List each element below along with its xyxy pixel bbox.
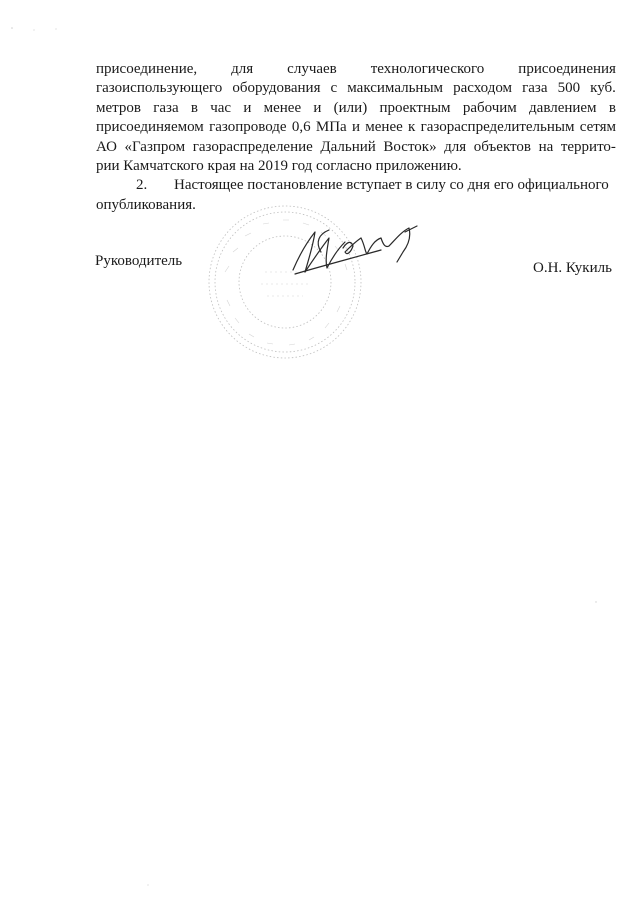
word: и: [351, 119, 360, 136]
word: Восток»: [383, 138, 437, 155]
paragraph1-line-5: [96, 138, 616, 157]
word: газоиспользующего: [96, 80, 223, 97]
word: 500: [557, 80, 581, 97]
paragraph1-line-4: [96, 118, 616, 137]
paragraph-number: 2.: [136, 177, 148, 194]
word: газопроводе: [209, 119, 287, 136]
paragraph2-line-2: опубликования.: [96, 196, 196, 213]
word: проектным: [379, 99, 451, 116]
word: в: [608, 99, 616, 116]
word: метров: [96, 99, 141, 116]
word: технологического: [370, 61, 485, 77]
word: менее: [263, 99, 302, 116]
word: присоединяемом: [96, 119, 204, 136]
word: час: [210, 99, 232, 116]
word: с: [330, 80, 338, 97]
paragraph1-line-6: рии Камчатского края на 2019 год согласно приложению.: [96, 158, 462, 175]
word: террито-: [560, 138, 616, 155]
word: присоединение,: [96, 61, 198, 77]
word: сетям: [579, 119, 616, 136]
paragraph1-line-1: [96, 60, 616, 79]
word: для: [444, 138, 467, 155]
document-body: [96, 60, 616, 215]
word: газа: [522, 80, 548, 97]
paragraph1-line-2: [96, 79, 616, 98]
word: Дальний: [320, 138, 376, 155]
word: расходом: [453, 80, 513, 97]
word: случаев: [287, 61, 337, 77]
word: и: [313, 99, 322, 116]
word: в: [190, 99, 198, 116]
word: 0,6: [291, 119, 311, 136]
word: газораспределительным: [420, 119, 575, 136]
word: присоединения: [518, 61, 616, 77]
signer-position: Руководитель: [95, 253, 183, 269]
word: объектов: [473, 138, 531, 155]
word: АО: [96, 138, 117, 155]
word: МПа: [315, 119, 347, 136]
signer-name: О.Н. Кукиль: [533, 260, 612, 276]
paragraph2-text: Настоящее постановление вступает в силу со дня его официального: [174, 177, 609, 194]
word: рабочим: [462, 99, 517, 116]
word: на: [538, 138, 554, 155]
word: газораспределение: [192, 138, 313, 155]
word: куб.: [590, 80, 616, 97]
word: и: [243, 99, 252, 116]
word: давлением: [529, 99, 597, 116]
word: менее: [365, 119, 403, 136]
word: «Газпром: [124, 138, 186, 155]
handwritten-signature: [285, 212, 425, 282]
word: (или): [333, 99, 368, 116]
word: оборудования: [232, 80, 321, 97]
word: максимальным: [347, 80, 444, 97]
word: газа: [153, 99, 179, 116]
paragraph1-line-3: [96, 99, 616, 118]
paragraph2-line-1: [96, 176, 616, 195]
word: к: [408, 119, 416, 136]
word: для: [231, 61, 254, 77]
